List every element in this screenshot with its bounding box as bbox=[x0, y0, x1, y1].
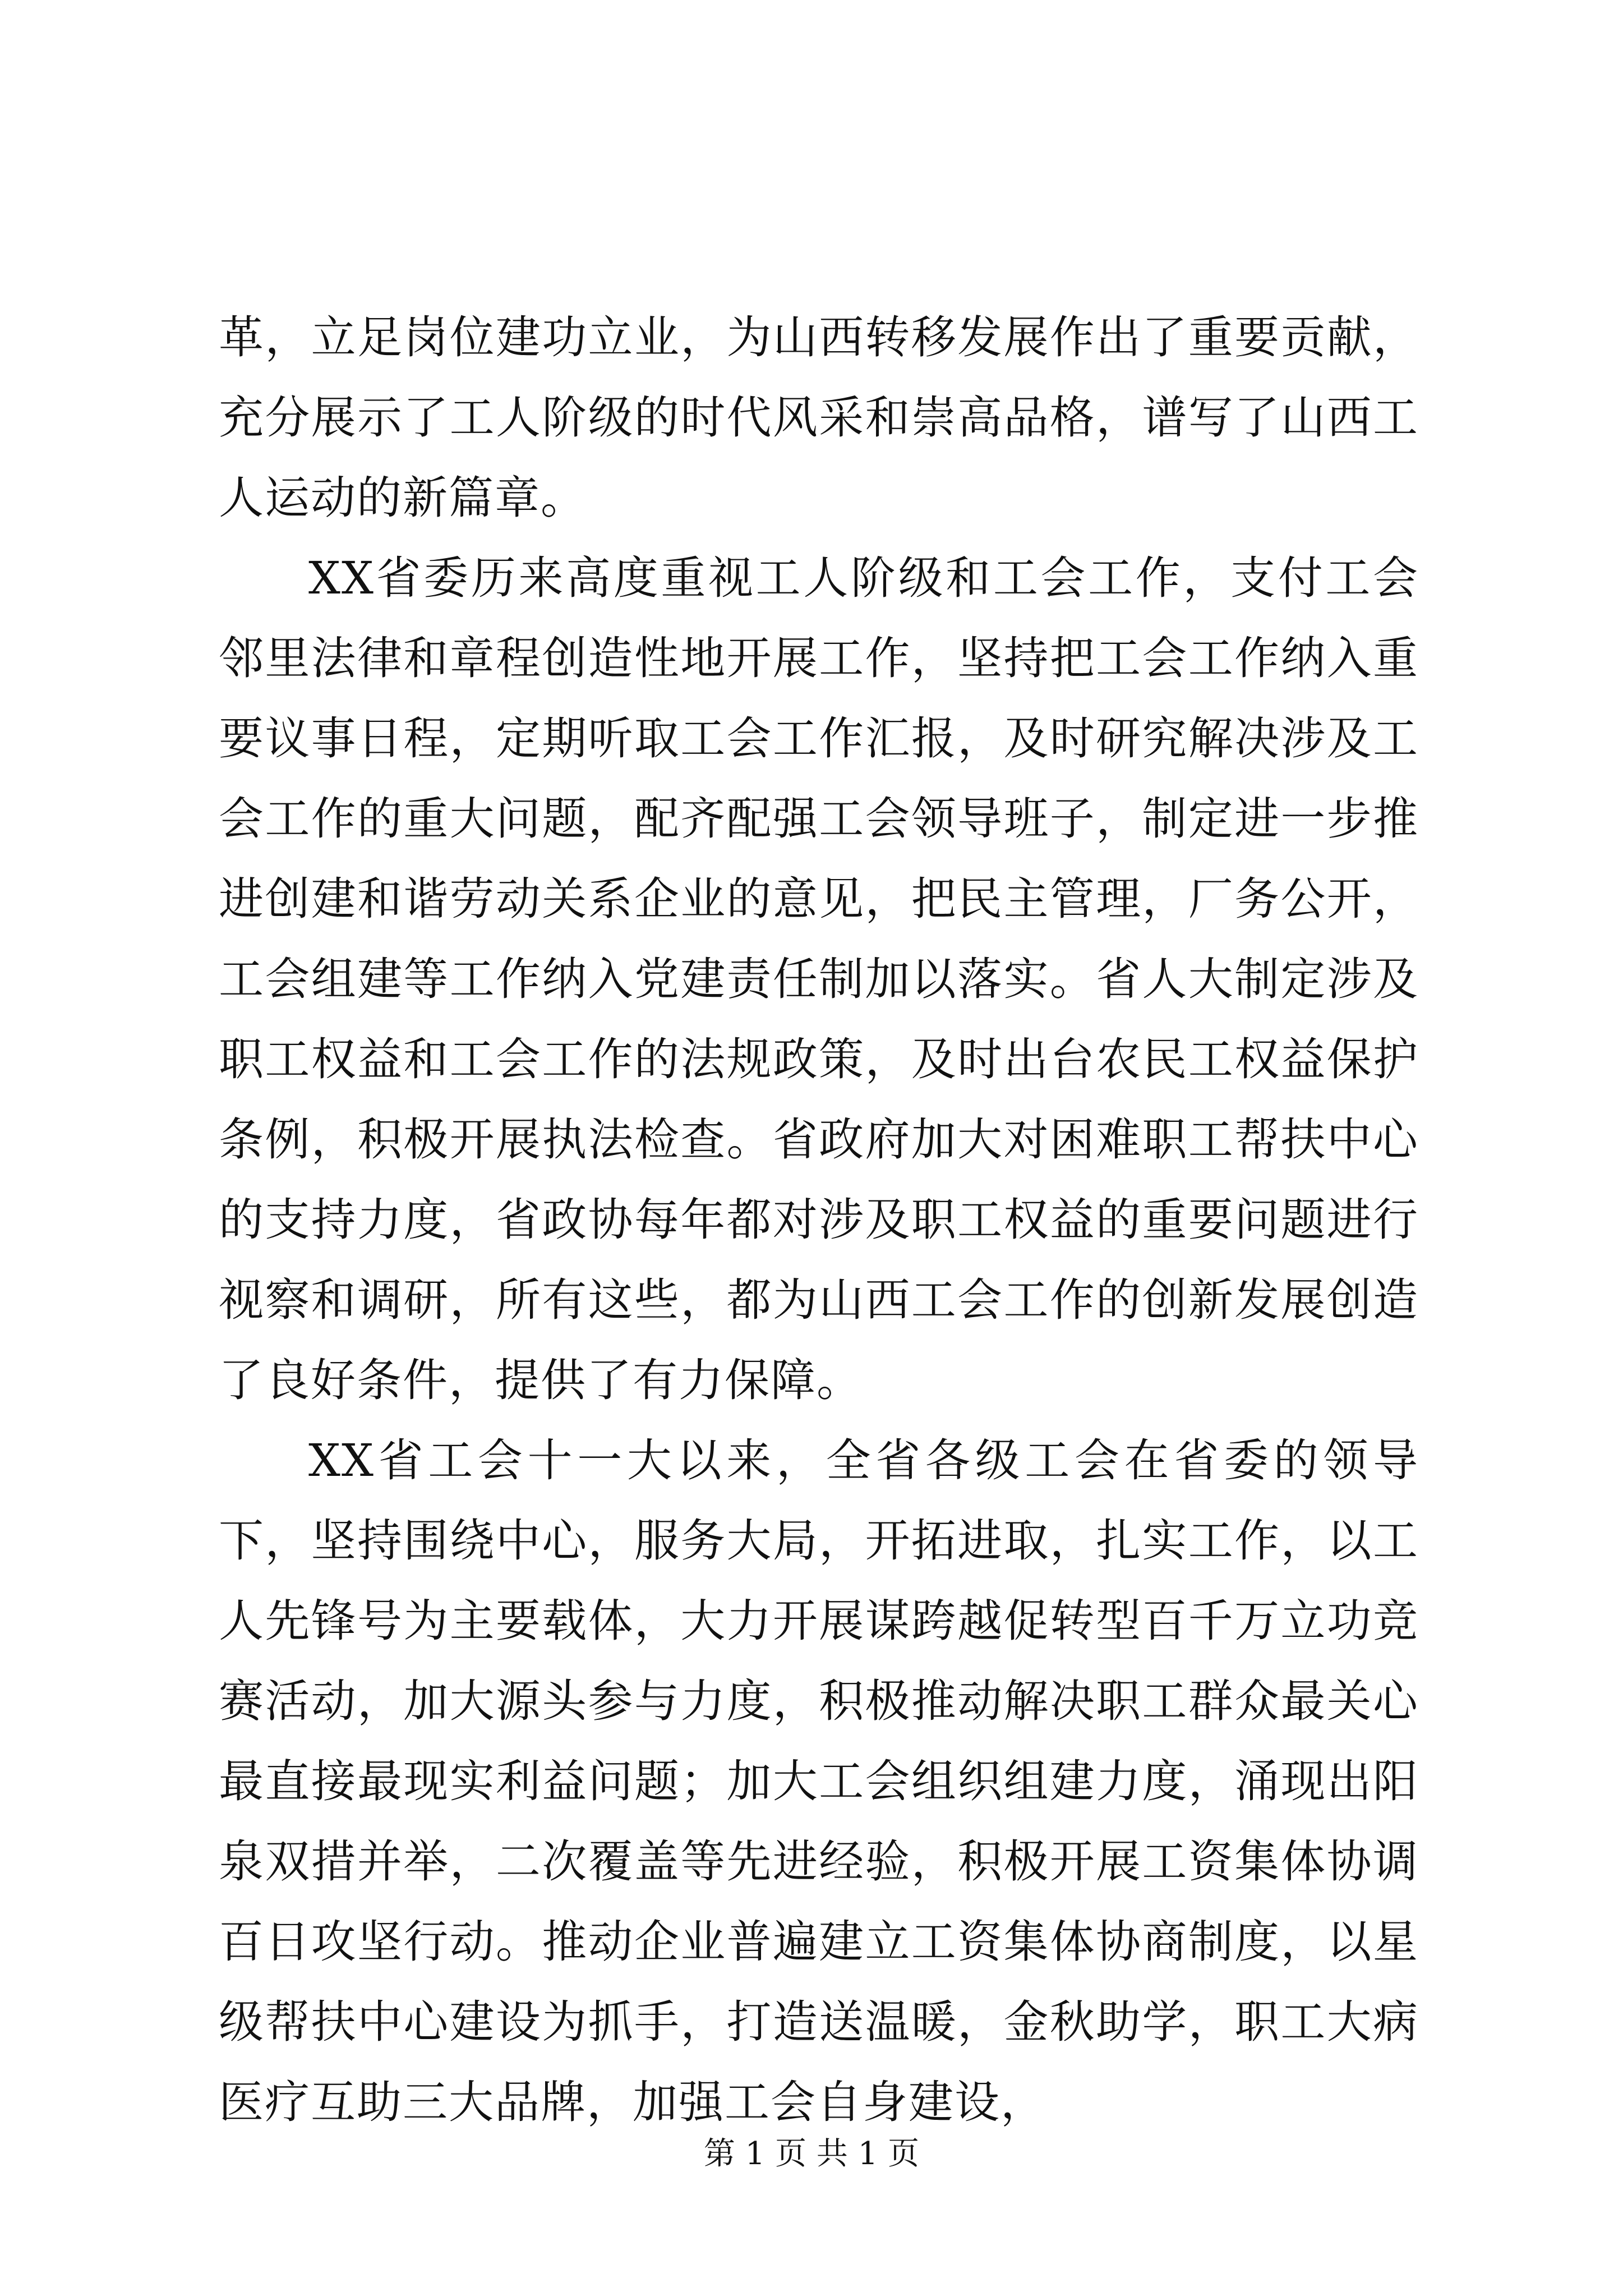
paragraph-3: XX省工会十一大以来，全省各级工会在省委的领导下，坚持围绕中心，服务大局，开拓进取，扎实工作，以工人先锋号为主要载体，大力开展谋跨越促转型百千万立功竞赛活动，加大源头参与力度，积极推动解决职工群众最关心最直接最现实利益问题；加大工会组织组建力度，涌现出阳泉双措并举，二次覆盖等先进经验，积极开展工资集体协调百日攻坚行动。推动企业普遍建立工资集体协商制度，以星级帮扶中心建设为抓手，打造送温暖，金秋助学，职工大病医疗互助三大品牌，加强工会自身建设， bbox=[219, 1434, 1419, 2128]
page-footer: 第 1 页 共 1 页 bbox=[703, 2136, 920, 2172]
document-body bbox=[219, 297, 1419, 2142]
paragraph-2: XX省委历来高度重视工人阶级和工会工作，支付工会邻里法律和章程创造性地开展工作，坚持把工会工作纳入重要议事日程，定期听取工会工作汇报，及时研究解决涉及工会工作的重大问题，配齐配强工会领导班子，制定进一步推进创建和谐劳动关系企业的意见，把民主管理，厂务公开，工会组建等工作纳入党建责任制加以落实。省人大制定涉及职工权益和工会工作的法规政策，及时出台农民工权益保护条例，积极开展执法检查。省政府加大对困难职工帮扶中心的支持力度，省政协每年都对涉及职工权益的重要问题进行视察和调研，所有这些，都为山西工会工作的创新发展创造了良好条件，提供了有力保障。 bbox=[219, 552, 1419, 1406]
paragraph-1: 革，立足岗位建功立业，为山西转移发展作出了重要贡献，充分展示了工人阶级的时代风采和崇高品格，谱写了山西工人运动的新篇章。 bbox=[219, 311, 1419, 524]
